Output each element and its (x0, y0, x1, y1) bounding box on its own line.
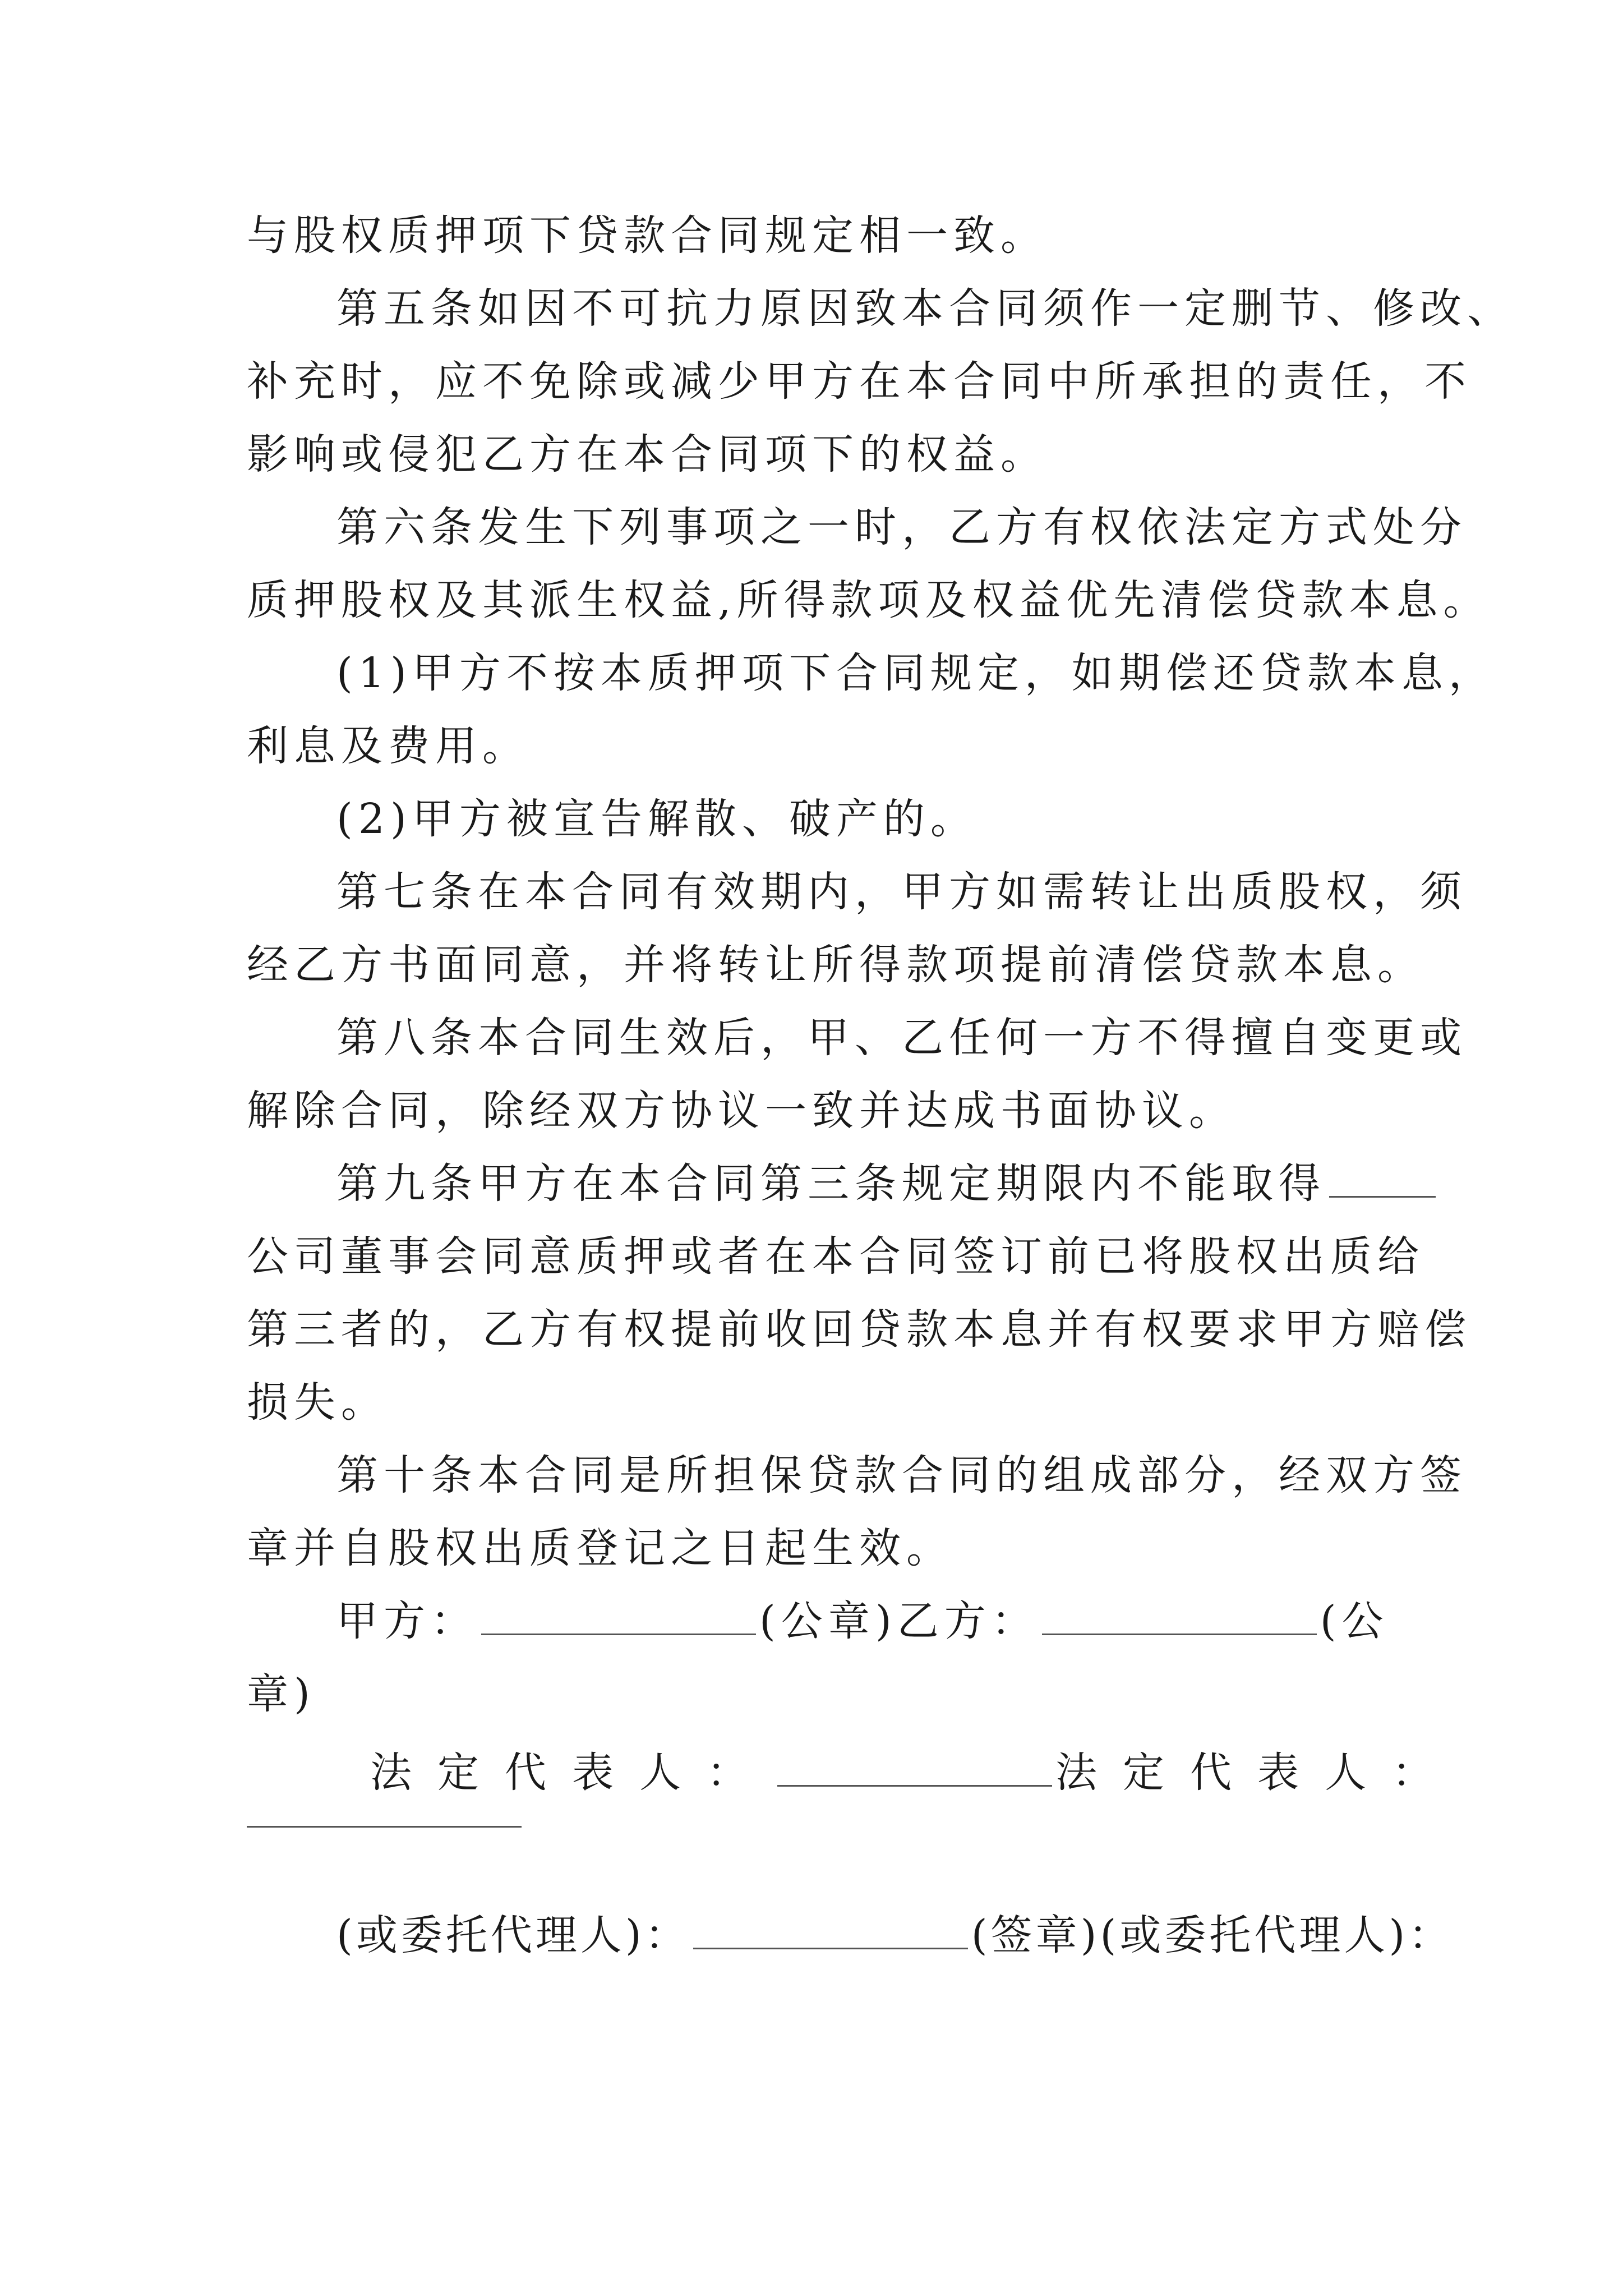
item-1-line-2: 利息及费用。 (247, 722, 529, 770)
legal-rep-b-label: 法定代表人： (1055, 1749, 1459, 1797)
article-7-line-2: 经乙方书面同意，并将转让所得款项提前清偿贷款本息。 (247, 941, 1424, 989)
article-5-line-3: 影响或侵犯乙方在本合同项下的权益。 (247, 430, 1048, 478)
sign-label: (签章)(或委托代理人)： (971, 1911, 1454, 1959)
party-a-blank (481, 1593, 756, 1635)
article-8-line-1: 第八条本合同生效后，甲、乙任何一方不得擅自变更或 (336, 1014, 1467, 1062)
seal-b-label: (公 (1320, 1597, 1389, 1645)
company-blank (1329, 1156, 1436, 1198)
agent-blank (693, 1907, 968, 1949)
seal-a-label: (公章)乙方： (759, 1597, 1039, 1645)
article-7-line-1: 第七条在本合同有效期内，甲方如需转让出质股权，须 (336, 868, 1467, 916)
article-10-line-2: 章并自股权出质登记之日起生效。 (247, 1524, 953, 1572)
article-9-line-1 (336, 1156, 1439, 1212)
article-10-line-1: 第十条本合同是所担保贷款合同的组成部分，经双方签 (336, 1451, 1467, 1499)
article-5-line-1: 第五条如因不可抗力原因致本合同须作一定删节、修改、 (336, 284, 1514, 333)
party-a-label: 甲方： (336, 1597, 478, 1645)
legal-rep-b-blank (247, 1826, 522, 1828)
legal-rep-line (370, 1745, 1459, 1801)
agent-label: (或委托代理人)： (336, 1911, 690, 1959)
seal-b-continuation: 章) (247, 1670, 316, 1718)
paragraph-line: 与股权质押项下贷款合同规定相一致。 (247, 211, 1048, 260)
article-6-line-1: 第六条发生下列事项之一时，乙方有权依法定方式处分 (336, 503, 1467, 551)
legal-rep-a-label: 法定代表人： (370, 1749, 774, 1797)
article-9-line-4: 损失。 (247, 1378, 388, 1427)
item-2-line: (2)甲方被宣告解散、破产的。 (336, 795, 978, 843)
article-5-line-2: 补充时，应不免除或减少甲方在本合同中所承担的责任，不 (247, 357, 1472, 406)
item-1-line-1: (1)甲方不按本质押项下合同规定，如期偿还贷款本息， (336, 649, 1496, 697)
legal-rep-a-blank (777, 1745, 1052, 1787)
contract-page (247, 0, 1514, 2296)
signature-party-line (336, 1593, 1389, 1649)
article-9-text: 第九条甲方在本合同第三条规定期限内不能取得 (336, 1159, 1326, 1208)
article-9-line-2: 公司董事会同意质押或者在本合同签订前已将股权出质给 (247, 1232, 1424, 1281)
party-b-blank (1042, 1593, 1317, 1635)
agent-line (336, 1907, 1453, 1963)
article-6-line-2: 质押股权及其派生权益,所得款项及权益优先清偿贷款本息。 (247, 576, 1491, 624)
article-9-line-3: 第三者的，乙方有权提前收回贷款本息并有权要求甲方赔偿 (247, 1305, 1472, 1354)
article-8-line-2: 解除合同，除经双方协议一致并达成书面协议。 (247, 1087, 1236, 1135)
